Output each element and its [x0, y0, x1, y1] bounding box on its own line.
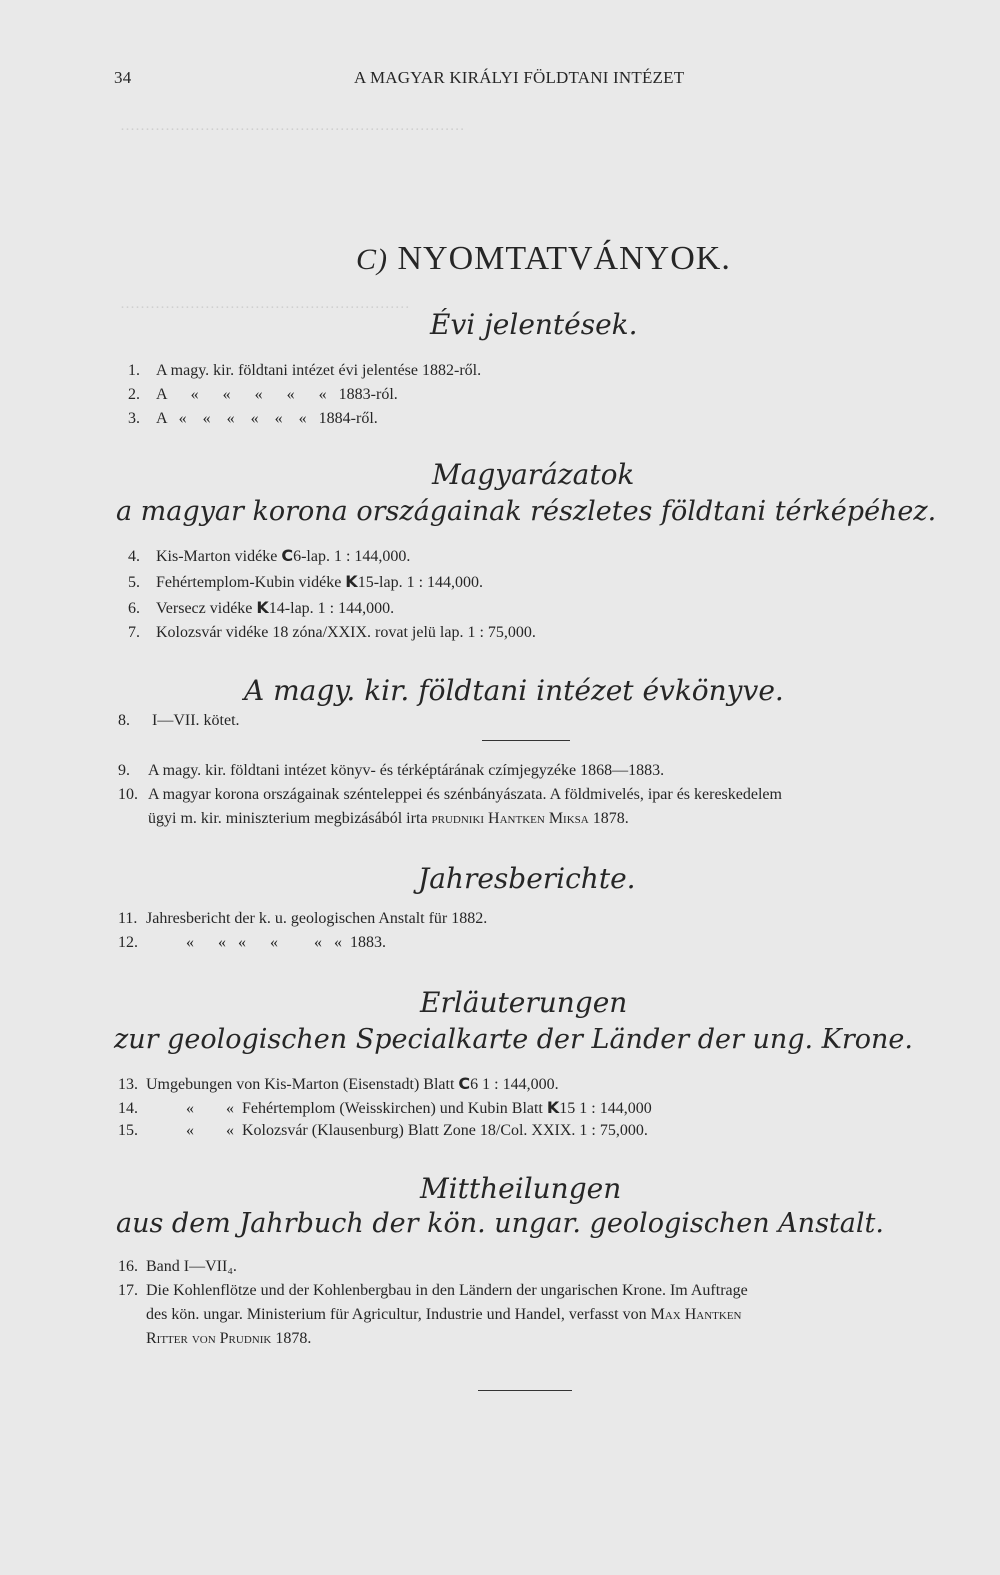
list-item: 17. Die Kohlenflötze und der Kohlenbergbau in den Ländern der ungarischen Krone. Im Auftrage — [118, 1282, 748, 1299]
section-title-text: NYOMTATVÁNYOK. — [397, 240, 731, 277]
list-item: 9. A magy. kir. földtani intézet könyv- és térképtárának czímjegyzéke 1868—1883. — [118, 762, 665, 779]
divider — [482, 740, 570, 741]
section-title — [356, 240, 731, 278]
list-item: 6. Versecz vidéke K14-lap. 1 : 144,000. — [128, 598, 395, 617]
page-number: 34 — [114, 68, 132, 87]
list-item-continuation: des kön. ungar. Ministerium für Agricultur, Industrie und Handel, verfasst von Max Hantken — [146, 1306, 742, 1323]
list-item: 1. A magy. kir. földtani intézet évi jelentése 1882-ről. — [128, 362, 482, 379]
list-item: 16. Band I—VII₄. — [118, 1258, 237, 1275]
list-item: 2. A « « « « « 1883-ról. — [128, 386, 398, 403]
subheading-erlauterungen: zur geologischen Specialkarte der Länder der ung. Krone. — [114, 1024, 913, 1055]
bleed-through-text: ·························································· — [120, 300, 410, 316]
list-item: 3. A « « « « « « 1884-ről. — [128, 410, 378, 427]
list-item: 15. « « Kolozsvár (Klausenburg) Blatt Zone 18/Col. XXIX. 1 : 75,000. — [118, 1122, 648, 1139]
heading-mittheilungen: Mittheilungen — [420, 1172, 622, 1205]
list-item: 4. Kis-Marton vidéke C6-lap. 1 : 144,000. — [128, 546, 411, 565]
heading-evi-jelentesek: Évi jelentések. — [430, 308, 638, 341]
running-title: A MAGYAR KIRÁLYI FÖLDTANI INTÉZET — [354, 68, 685, 87]
list-item: 7. Kolozsvár vidéke 18 zóna/XXIX. rovat jelü lap. 1 : 75,000. — [128, 624, 536, 641]
list-item: 13. Umgebungen von Kis-Marton (Eisenstadt) Blatt C6 1 : 144,000. — [118, 1074, 559, 1093]
list-item-continuation: ügyi m. kir. miniszterium megbizásából irta prudniki Hantken Miksa 1878. — [148, 810, 629, 827]
heading-evkonyv: A magy. kir. földtani intézet évkönyve. — [244, 674, 784, 707]
list-item: 11. Jahresbericht der k. u. geologischen Anstalt für 1882. — [118, 910, 488, 927]
end-divider — [478, 1390, 572, 1391]
heading-magyarazatok: Magyarázatok — [432, 458, 635, 491]
bleed-through-text: ····································································· — [120, 122, 465, 138]
heading-erlauterungen: Erläuterungen — [420, 986, 628, 1019]
subheading-mittheilungen: aus dem Jahrbuch der kön. ungar. geologischen Anstalt. — [116, 1208, 884, 1239]
list-item: 10. A magyar korona országainak szénteleppei és szénbányászata. A földmivelés, ipar és kereskedelem — [118, 786, 782, 803]
heading-jahresberichte: Jahresberichte. — [418, 862, 636, 895]
list-item: 5. Fehértemplom-Kubin vidéke K15-lap. 1 : 144,000. — [128, 572, 484, 591]
subheading-magyarazatok: a magyar korona országainak részletes földtani térképéhez. — [116, 496, 937, 527]
list-item: 8. I—VII. kötet. — [118, 712, 240, 729]
list-item-continuation: Ritter von Prudnik 1878. — [146, 1330, 312, 1347]
list-item: 12. « « « « « « 1883. — [118, 934, 386, 951]
section-letter: C) — [356, 243, 388, 276]
list-item: 14. « « Fehértemplom (Weisskirchen) und Kubin Blatt K15 1 : 144,000 — [118, 1098, 652, 1117]
